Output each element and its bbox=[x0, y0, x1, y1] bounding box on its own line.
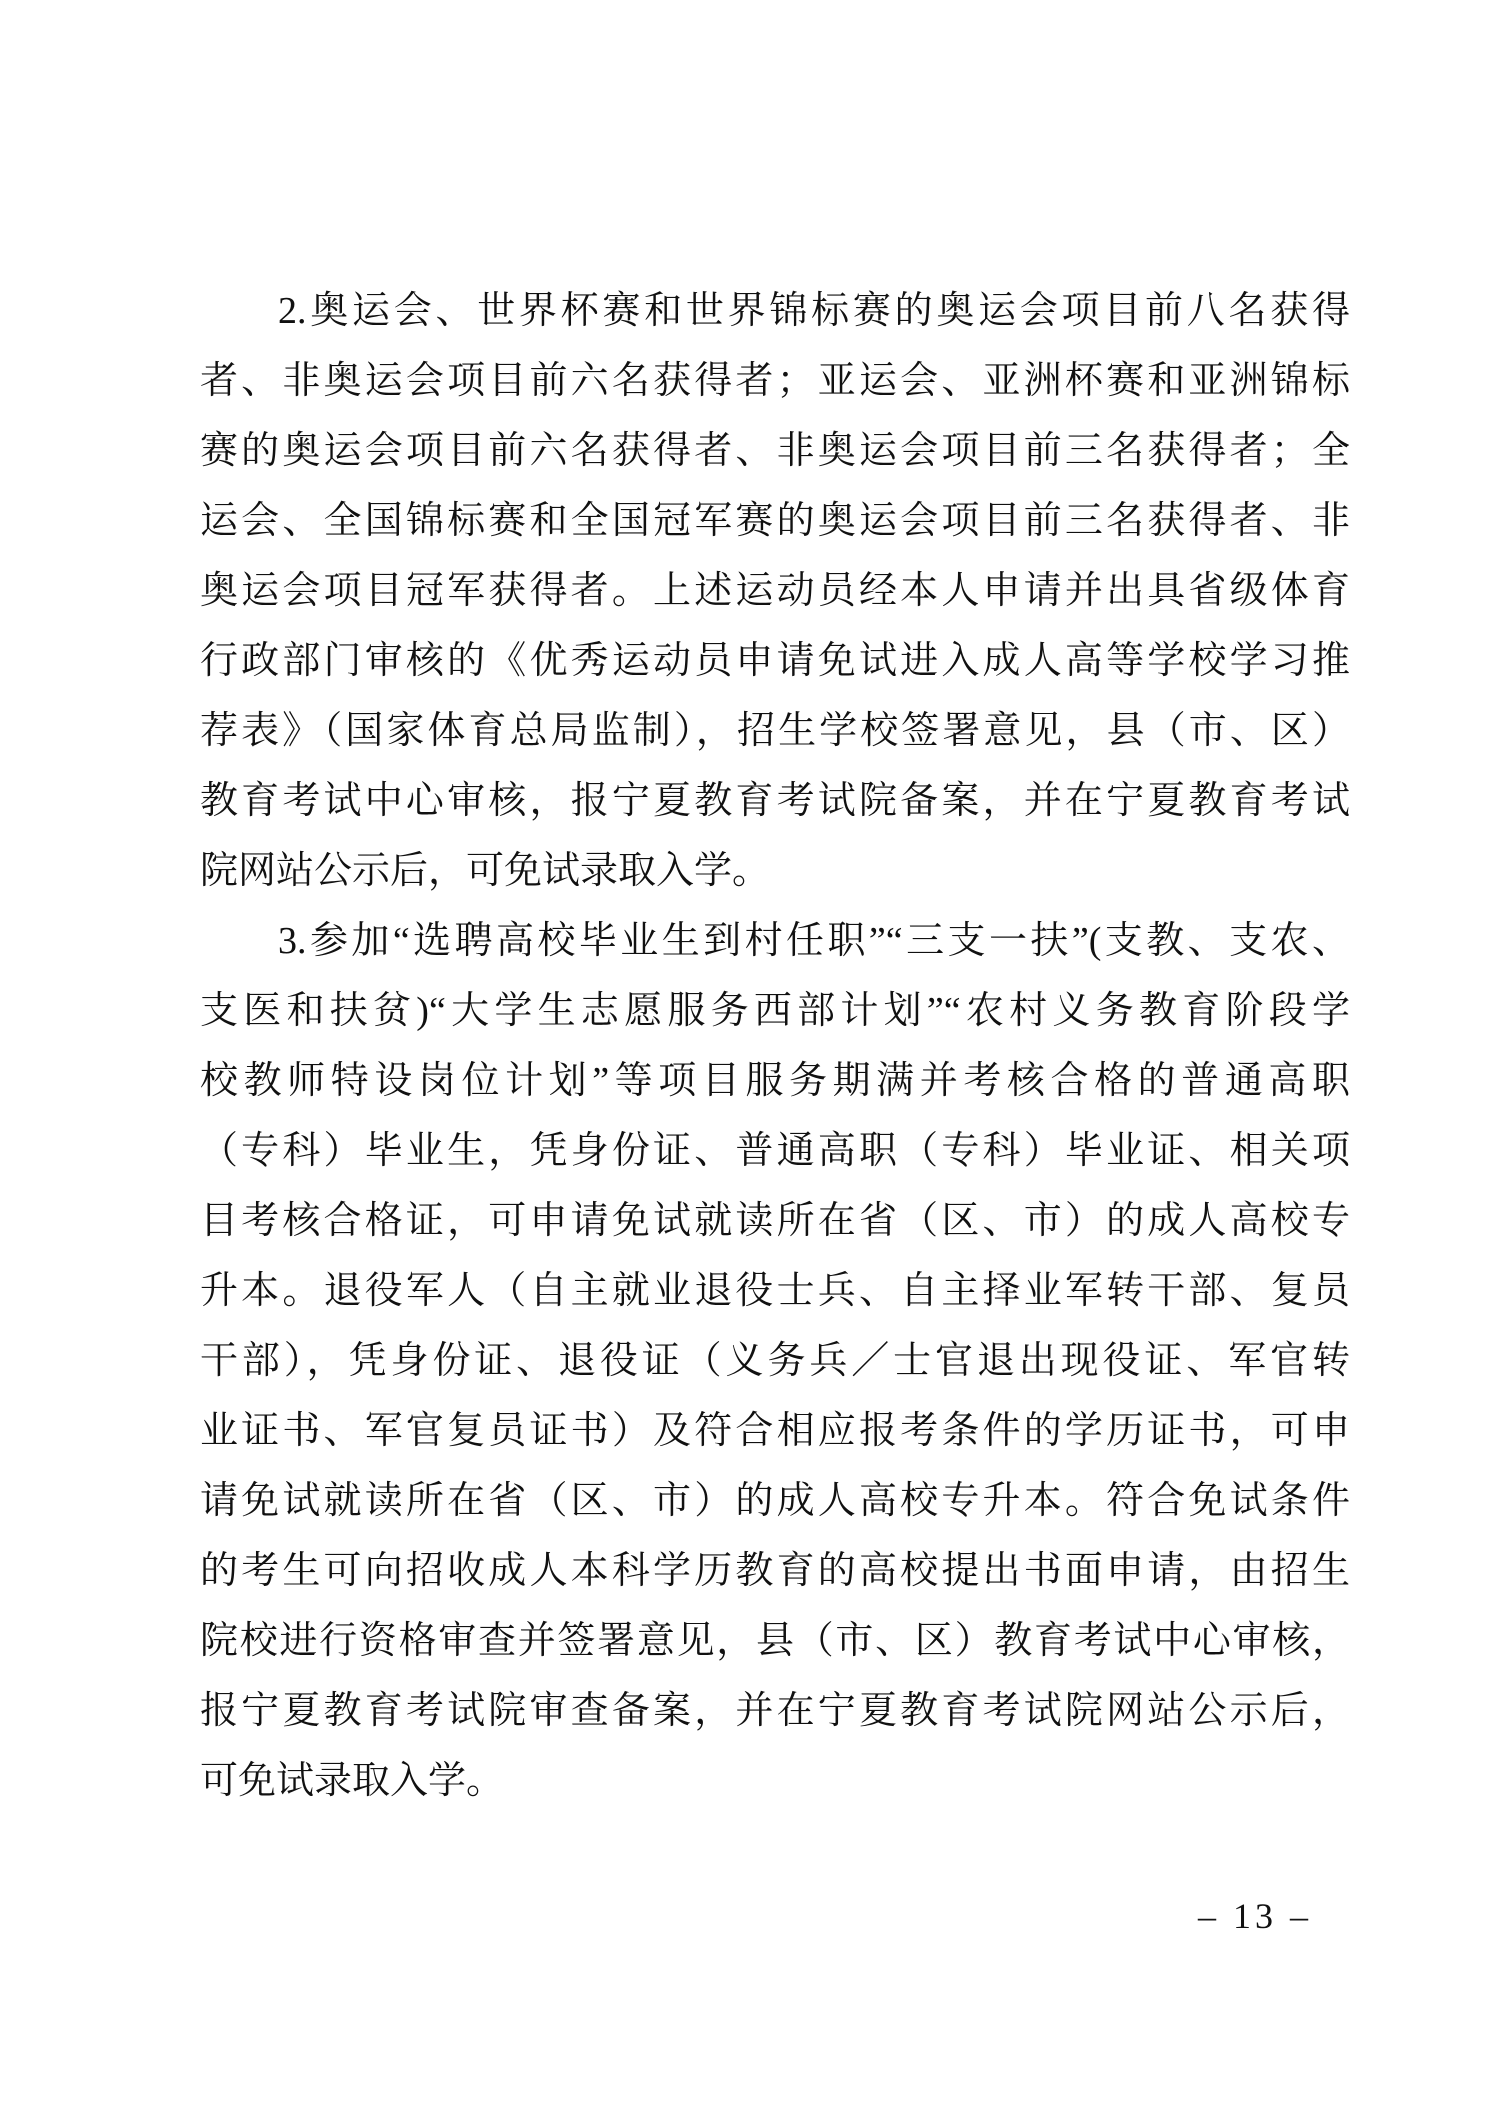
text-line: 目考核合格证，可申请免试就读所在省（区、市）的成人高校专 bbox=[200, 1200, 1350, 1242]
text-line: 院网站公示后，可免试录取入学。 bbox=[200, 850, 771, 892]
text-line: 业证书、军官复员证书）及符合相应报考条件的学历证书，可申 bbox=[200, 1410, 1350, 1452]
text-line: 请免试就读所在省（区、市）的成人高校专升本。符合免试条件 bbox=[200, 1480, 1350, 1522]
text-line: 2.奥运会、世界杯赛和世界锦标赛的奥运会项目前八名获得 bbox=[278, 290, 1350, 332]
text-line: 3.参加“选聘高校毕业生到村任职”“三支一扶”(支教、支农、 bbox=[278, 920, 1350, 962]
text-line: 报宁夏教育考试院审查备案，并在宁夏教育考试院网站公示后， bbox=[200, 1690, 1350, 1732]
text-line: 教育考试中心审核，报宁夏教育考试院备案，并在宁夏教育考试 bbox=[200, 780, 1350, 822]
text-line: 升本。退役军人（自主就业退役士兵、自主择业军转干部、复员 bbox=[200, 1270, 1350, 1312]
text-block bbox=[200, 276, 1350, 1816]
page-number: – 13 – bbox=[1198, 1896, 1312, 1936]
text-line: （专科）毕业生，凭身份证、普通高职（专科）毕业证、相关项 bbox=[200, 1130, 1350, 1172]
text-line: 校教师特设岗位计划”等项目服务期满并考核合格的普通高职 bbox=[200, 1060, 1350, 1102]
text-line: 行政部门审核的《优秀运动员申请免试进入成人高等学校学习推 bbox=[200, 640, 1350, 682]
paragraph bbox=[200, 276, 1350, 906]
text-line: 干部），凭身份证、退役证（义务兵／士官退出现役证、军官转 bbox=[200, 1340, 1350, 1382]
text-line: 赛的奥运会项目前六名获得者、非奥运会项目前三名获得者；全 bbox=[200, 430, 1350, 472]
text-line: 可免试录取入学。 bbox=[200, 1760, 505, 1802]
text-line: 荐表》（国家体育总局监制），招生学校签署意见，县（市、区） bbox=[200, 710, 1350, 752]
text-line: 奥运会项目冠军获得者。上述运动员经本人申请并出具省级体育 bbox=[200, 570, 1350, 612]
text-line: 运会、全国锦标赛和全国冠军赛的奥运会项目前三名获得者、非 bbox=[200, 500, 1350, 542]
text-line: 者、非奥运会项目前六名获得者；亚运会、亚洲杯赛和亚洲锦标 bbox=[200, 360, 1350, 402]
text-line: 院校进行资格审查并签署意见，县（市、区）教育考试中心审核， bbox=[200, 1620, 1350, 1662]
text-line: 的考生可向招收成人本科学历教育的高校提出书面申请，由招生 bbox=[200, 1550, 1350, 1592]
text-line: 支医和扶贫)“大学生志愿服务西部计划”“农村义务教育阶段学 bbox=[200, 990, 1350, 1032]
paragraph bbox=[200, 906, 1350, 1816]
